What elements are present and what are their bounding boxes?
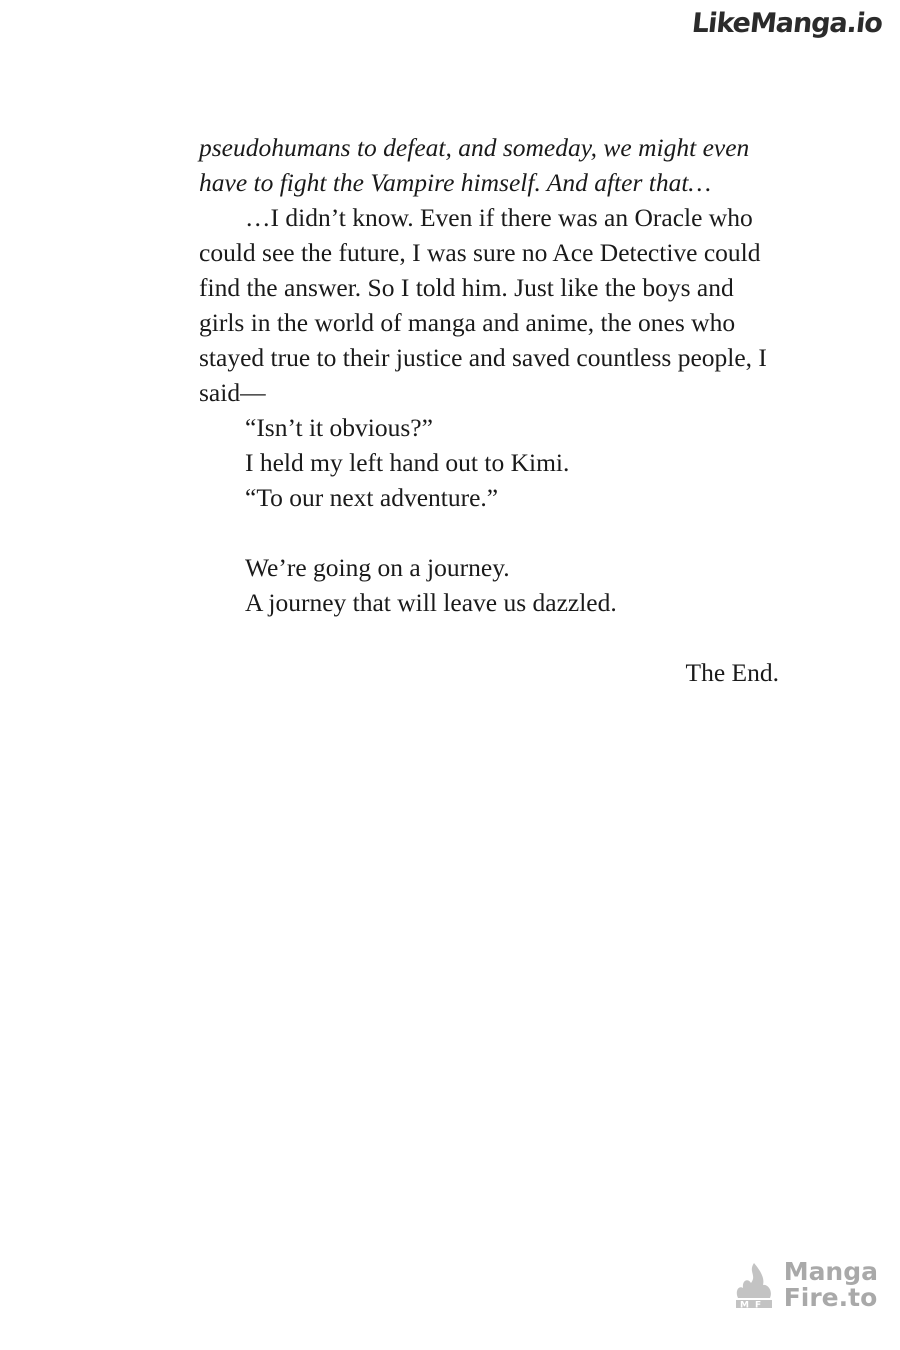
svg-text:M: M bbox=[739, 1300, 749, 1309]
paragraph-continuation-italic: pseudohumans to defeat, and someday, we might even have to fight the Vampire himself. And after that… bbox=[199, 133, 750, 197]
flame-icon bbox=[732, 1261, 776, 1309]
mangafire-watermark-text bbox=[784, 1259, 878, 1310]
mangafire-watermark bbox=[732, 1259, 878, 1310]
likemanga-watermark: LikeManga.io bbox=[690, 8, 884, 39]
paragraph-journey-1: We’re going on a journey. bbox=[245, 553, 510, 582]
ending-block bbox=[199, 655, 779, 690]
paragraph-narration: …I didn’t know. Even if there was an Oracle who could see the future, I was sure no Ace Detective could find the answer. So I told him. Just like the boys and girls in the world of manga and anime, the ones who stayed true to their justice and saved countless people, I said— bbox=[199, 203, 767, 407]
page-text-block bbox=[199, 130, 779, 690]
the-end-label: The End. bbox=[685, 658, 779, 687]
paragraph-dialogue-adventure: “To our next adventure.” bbox=[245, 483, 499, 512]
paragraph-spacer bbox=[199, 515, 779, 550]
paragraph-journey-2: A journey that will leave us dazzled. bbox=[245, 588, 617, 617]
paragraph-dialogue-obvious: “Isn’t it obvious?” bbox=[245, 413, 433, 442]
mangafire-watermark-line2: Fire.to bbox=[783, 1282, 878, 1312]
paragraph-action-hand: I held my left hand out to Kimi. bbox=[245, 448, 570, 477]
svg-text:F: F bbox=[754, 1300, 761, 1309]
mangafire-watermark-line1: Manga bbox=[783, 1257, 878, 1286]
